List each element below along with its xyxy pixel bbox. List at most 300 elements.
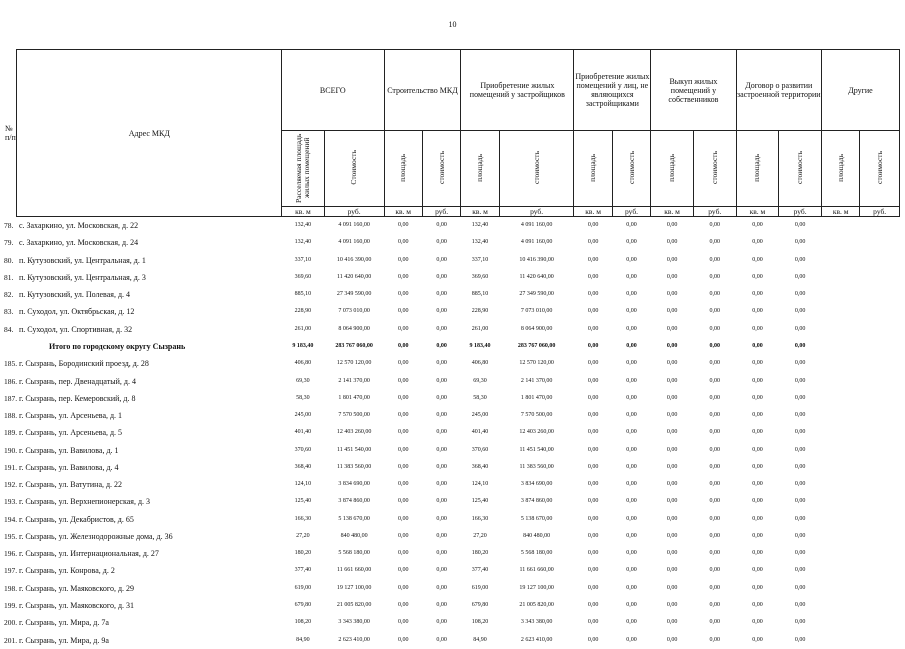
row-value: 0,00	[587, 273, 599, 280]
row-value: 0,00	[436, 567, 447, 574]
row-value: 0,00	[794, 601, 806, 608]
unit-construction-area: кв. м	[384, 207, 422, 217]
row-value: 0,00	[626, 308, 637, 315]
row-value: 0,00	[436, 273, 447, 280]
unit-other-area: кв. м	[821, 207, 859, 217]
row-address: г. Сызрань, ул. Арсеньева, д. 1	[18, 411, 123, 421]
row-value: 2 141 370,00	[520, 377, 553, 384]
table-row	[2, 269, 900, 286]
row-value: 0,00	[626, 550, 637, 557]
row-value: 0,00	[436, 463, 447, 470]
row-value: 3 874 860,00	[338, 498, 370, 505]
row-value: 0,00	[666, 291, 678, 298]
row-value: 0,00	[794, 550, 806, 557]
row-value: 0,00	[752, 515, 763, 522]
row-value: 0,00	[666, 550, 678, 557]
page-number: 10	[448, 20, 457, 29]
row-value: 0,00	[587, 429, 599, 436]
row-number: 192.	[4, 480, 17, 490]
row-number: 83.	[4, 307, 14, 317]
row-value: 337,10	[471, 256, 489, 263]
row-value: 0,00	[666, 463, 678, 470]
row-number: 78.	[4, 220, 14, 230]
row-number	[2, 338, 17, 355]
row-number: 199.	[4, 600, 17, 610]
row-value: 0,00	[794, 342, 806, 349]
row-value: 0,00	[752, 446, 763, 453]
row-number: 186.	[4, 376, 17, 386]
row-value: 0,00	[397, 532, 409, 539]
row-number: 198.	[4, 583, 17, 593]
row-value: 0,00	[626, 360, 637, 367]
row-value: 19 127 100,00	[519, 584, 554, 591]
row-address: г. Сызрань, ул. Мира, д. 9а	[18, 635, 109, 645]
row-value: 0,00	[709, 325, 721, 332]
row-value: 0,00	[752, 377, 763, 384]
column-number-header: № п/п	[2, 50, 17, 217]
row-value: 0,00	[436, 291, 447, 298]
row-value: 0,00	[752, 239, 763, 246]
row-value: 0,00	[709, 601, 721, 608]
row-value: 261,00	[471, 325, 489, 332]
table-row	[2, 580, 900, 597]
row-value: 0,00	[436, 222, 447, 229]
row-value: 0,00	[752, 273, 763, 280]
row-value: 0,00	[666, 394, 678, 401]
row-value: 5 138 670,00	[520, 515, 553, 522]
row-value: 245,00	[294, 412, 312, 419]
table-row	[2, 303, 900, 320]
row-value: 5 568 180,00	[520, 550, 553, 557]
row-value: 245,00	[471, 412, 489, 419]
unit-construction-cost: руб.	[422, 207, 460, 217]
unit-territory-development-area: кв. м	[736, 207, 779, 217]
row-value: 0,00	[794, 256, 806, 263]
row-value: 0,00	[397, 342, 409, 349]
row-value: 0,00	[794, 584, 806, 591]
row-value: 0,00	[397, 446, 409, 453]
row-value: 0,00	[436, 601, 447, 608]
row-value: 12 403 260,00	[519, 429, 554, 436]
row-value: 124,10	[471, 481, 489, 488]
row-value: 0,00	[666, 498, 678, 505]
row-value: 0,00	[436, 377, 447, 384]
row-value: 0,00	[397, 308, 409, 315]
row-number: 190.	[4, 445, 17, 455]
row-value: 401,40	[471, 429, 489, 436]
row-address: п. Суходол, ул. Спортивная, д. 32	[18, 324, 133, 334]
row-value: 0,00	[626, 567, 637, 574]
row-value: 0,00	[587, 498, 599, 505]
table-row	[2, 390, 900, 407]
row-value: 0,00	[436, 636, 447, 643]
row-value: 0,00	[397, 291, 409, 298]
row-value: 125,40	[294, 498, 312, 505]
row-value: 0,00	[587, 222, 599, 229]
table-row	[2, 217, 900, 235]
row-value: 0,00	[666, 532, 678, 539]
row-value: 0,00	[436, 619, 447, 626]
row-value: 0,00	[709, 239, 721, 246]
row-value: 0,00	[397, 463, 409, 470]
row-value: 0,00	[752, 463, 763, 470]
row-value: 4 091 160,00	[520, 239, 553, 246]
row-value: 0,00	[626, 273, 637, 280]
row-value: 0,00	[794, 308, 806, 315]
row-value: 0,00	[436, 532, 447, 539]
row-value: 132,40	[471, 239, 489, 246]
row-value: 0,00	[752, 412, 763, 419]
row-value: 0,00	[666, 584, 678, 591]
row-value: 27,20	[296, 532, 310, 539]
row-value: 132,40	[294, 239, 312, 246]
row-value: 0,00	[436, 394, 447, 401]
row-value: 0,00	[666, 256, 678, 263]
row-value: 19 127 100,00	[336, 584, 372, 591]
row-value: 0,00	[709, 532, 721, 539]
subheader-construction-area: площадь	[384, 131, 422, 207]
row-value: 0,00	[666, 619, 678, 626]
row-value: 0,00	[666, 601, 678, 608]
row-value: 0,00	[587, 446, 599, 453]
row-number: 201.	[4, 635, 17, 645]
row-value: 840 480,00	[523, 532, 551, 539]
row-value: 0,00	[752, 222, 763, 229]
row-value: 0,00	[626, 463, 637, 470]
row-value: 0,00	[436, 481, 447, 488]
table-row	[2, 234, 900, 251]
row-value: 132,40	[471, 222, 489, 229]
group-header-other: Другие	[821, 50, 899, 131]
row-value: 11 420 640,00	[336, 273, 372, 280]
row-value: 0,00	[626, 636, 637, 643]
row-value: 124,10	[294, 481, 312, 488]
row-value: 0,00	[709, 498, 721, 505]
subheader-purchase-non-developers-cost: стоимость	[612, 131, 650, 207]
table-row	[2, 493, 900, 510]
relocation-table	[2, 49, 900, 649]
row-value: 283 767 060,00	[335, 342, 373, 349]
table-row	[2, 424, 900, 441]
row-value: 11 383 560,00	[336, 463, 372, 470]
row-value: 0,00	[587, 256, 599, 263]
row-address: г. Сызрань, ул. Верхнепионерская, д. 3	[18, 497, 151, 507]
row-value: 370,60	[294, 446, 312, 453]
row-value: 0,00	[794, 377, 806, 384]
row-value: 0,00	[666, 273, 678, 280]
row-value: 0,00	[752, 532, 763, 539]
row-value: 0,00	[794, 222, 806, 229]
row-value: 132,40	[294, 222, 312, 229]
table-row	[2, 476, 900, 493]
row-value: 0,00	[587, 394, 599, 401]
row-value: 5 138 670,00	[338, 515, 370, 522]
row-value: 0,00	[587, 532, 599, 539]
row-value: 12 403 260,00	[336, 429, 372, 436]
row-value: 0,00	[709, 256, 721, 263]
column-address-header: Адрес МКД	[17, 50, 282, 217]
row-value: 0,00	[436, 308, 447, 315]
row-value: 0,00	[626, 394, 637, 401]
row-value: 0,00	[794, 515, 806, 522]
row-value: 0,00	[436, 498, 447, 505]
row-value: 0,00	[709, 636, 721, 643]
row-value: 108,20	[294, 619, 312, 626]
table-row	[2, 459, 900, 476]
table-row	[2, 631, 900, 648]
row-value: 3 874 860,00	[520, 498, 553, 505]
row-value: 0,00	[626, 342, 637, 349]
row-value: 8 064 900,00	[520, 325, 553, 332]
row-number: 82.	[4, 290, 14, 300]
row-address: с. Захаркино, ул. Московская, д. 22	[18, 221, 139, 231]
row-value: 0,00	[587, 360, 599, 367]
row-value: 0,00	[626, 291, 637, 298]
unit-total-cost: руб.	[324, 207, 384, 217]
row-value: 0,00	[626, 222, 637, 229]
subheader-purchase-developers-cost: стоимость	[499, 131, 574, 207]
row-value: 27 349 590,00	[519, 291, 554, 298]
row-value: 3 834 690,00	[338, 481, 370, 488]
unit-purchase-developers-area: кв. м	[461, 207, 499, 217]
row-value: 0,00	[794, 532, 806, 539]
row-value: 0,00	[752, 584, 763, 591]
row-value: 0,00	[626, 239, 637, 246]
group-header-total: ВСЕГО	[282, 50, 384, 131]
unit-purchase-developers-cost: руб.	[499, 207, 574, 217]
row-address: г. Сызрань, ул. Ватутина, д. 22	[18, 480, 123, 490]
row-value: 0,00	[666, 377, 678, 384]
row-value: 9 183,40	[292, 342, 314, 349]
row-value: 406,80	[294, 360, 312, 367]
row-value: 0,00	[587, 342, 599, 349]
group-header-territory-development: Договор о развитии застроенной территории	[736, 50, 821, 131]
row-value: 0,00	[666, 412, 678, 419]
row-value: 679,80	[471, 601, 489, 608]
row-value: 108,20	[471, 619, 489, 626]
row-value: 0,00	[709, 360, 721, 367]
row-value: 0,00	[397, 550, 409, 557]
row-value: 0,00	[752, 256, 763, 263]
row-value: 0,00	[436, 360, 447, 367]
row-value: 0,00	[709, 342, 721, 349]
row-number: 195.	[4, 531, 17, 541]
row-value: 369,60	[294, 273, 312, 280]
row-value: 4 091 160,00	[520, 222, 553, 229]
row-value: 69,30	[296, 377, 310, 384]
row-value: 368,40	[471, 463, 489, 470]
row-value: 0,00	[709, 584, 721, 591]
row-value: 885,10	[294, 291, 312, 298]
row-value: 0,00	[626, 446, 637, 453]
row-value: 0,00	[436, 256, 447, 263]
unit-purchase-non-developers-area: кв. м	[574, 207, 612, 217]
row-value: 0,00	[709, 412, 721, 419]
row-value: 0,00	[587, 601, 599, 608]
row-value: 0,00	[587, 584, 599, 591]
unit-other-cost: руб.	[860, 207, 900, 217]
table-row	[2, 355, 900, 372]
row-address: с. Захаркино, ул. Московская, д. 24	[18, 238, 139, 248]
row-value: 0,00	[752, 325, 763, 332]
row-value: 0,00	[666, 636, 678, 643]
row-value: 0,00	[709, 308, 721, 315]
group-header-construction: Строительство МКД	[384, 50, 461, 131]
row-value: 0,00	[709, 463, 721, 470]
row-value: 0,00	[626, 584, 637, 591]
row-value: 0,00	[626, 325, 637, 332]
row-value: 619,00	[294, 584, 312, 591]
row-value: 0,00	[666, 325, 678, 332]
unit-total-area: кв. м	[282, 207, 325, 217]
row-value: 0,00	[752, 498, 763, 505]
table-row	[2, 286, 900, 303]
row-value: 1 801 470,00	[338, 394, 370, 401]
row-address: г. Сызрань, пер. Двенадцатый, д. 4	[18, 376, 136, 386]
table-row	[2, 597, 900, 614]
row-value: 9 183,40	[469, 342, 491, 349]
row-value: 12 570 120,00	[519, 360, 554, 367]
table-row	[2, 407, 900, 424]
row-value: 261,00	[294, 325, 312, 332]
row-value: 0,00	[587, 308, 599, 315]
row-value: 0,00	[397, 412, 409, 419]
row-value: 11 420 640,00	[519, 273, 554, 280]
row-value: 0,00	[587, 567, 599, 574]
row-value: 840 480,00	[340, 532, 368, 539]
row-value: 0,00	[794, 498, 806, 505]
row-number: 84.	[4, 324, 14, 334]
row-value: 0,00	[587, 239, 599, 246]
row-value: 0,00	[397, 222, 409, 229]
row-number: 185.	[4, 359, 17, 369]
row-value: 337,10	[294, 256, 312, 263]
row-value: 0,00	[397, 239, 409, 246]
table-row	[2, 321, 900, 338]
row-value: 0,00	[397, 325, 409, 332]
row-value: 0,00	[794, 429, 806, 436]
row-value: 0,00	[626, 481, 637, 488]
row-address: г. Сызрань, ул. Арсеньева, д. 5	[18, 428, 123, 438]
row-value: 69,30	[473, 377, 487, 384]
subheader-other-cost: стоимость	[860, 131, 900, 207]
row-value: 7 570 500,00	[520, 412, 553, 419]
row-address: г. Сызрань, ул. Конрова, д. 2	[18, 566, 115, 576]
row-value: 0,00	[752, 636, 763, 643]
row-value: 0,00	[626, 429, 637, 436]
row-value: 0,00	[587, 481, 599, 488]
row-value: 0,00	[587, 515, 599, 522]
row-number: 80.	[4, 255, 14, 265]
group-header-purchase-non-developers: Приобретение жилых помещений у лиц, не являющихся застройщиками	[574, 50, 651, 131]
row-address: г. Сызрань, ул. Вавилова, д. 1	[18, 445, 119, 455]
row-value: 4 091 160,00	[338, 239, 370, 246]
row-value: 0,00	[587, 550, 599, 557]
row-value: 0,00	[436, 584, 447, 591]
row-value: 0,00	[397, 498, 409, 505]
row-value: 0,00	[436, 515, 447, 522]
row-value: 21 005 820,00	[336, 601, 372, 608]
row-value: 0,00	[436, 412, 447, 419]
row-value: 3 343 380,00	[520, 619, 553, 626]
row-value: 27 349 590,00	[336, 291, 372, 298]
row-value: 228,90	[471, 308, 489, 315]
table-row	[2, 372, 900, 389]
row-number: 79.	[4, 238, 14, 248]
row-address: п. Кутузовский, ул. Центральная, д. 1	[18, 255, 146, 265]
unit-buyout-area: кв. м	[651, 207, 694, 217]
row-value: 12 570 120,00	[336, 360, 372, 367]
subheader-buyout-cost: стоимость	[693, 131, 736, 207]
row-value: 0,00	[666, 239, 678, 246]
subheader-buyout-area: площадь	[651, 131, 694, 207]
row-value: 0,00	[587, 463, 599, 470]
row-value: 0,00	[709, 619, 721, 626]
row-value: 0,00	[794, 463, 806, 470]
row-value: 283 767 060,00	[517, 342, 556, 349]
row-address: Итого по городскому округу Сызрань	[48, 341, 186, 351]
row-value: 0,00	[626, 515, 637, 522]
row-value: 0,00	[666, 308, 678, 315]
group-header-purchase-developers: Приобретение жилых помещений у застройщиков	[461, 50, 574, 131]
row-number: 196.	[4, 549, 17, 559]
row-address: г. Сызрань, ул. Железнодорожные дома, д. 36	[18, 531, 173, 541]
row-value: 406,80	[471, 360, 489, 367]
row-value: 0,00	[436, 325, 447, 332]
row-value: 0,00	[666, 481, 678, 488]
row-value: 0,00	[752, 550, 763, 557]
table-row	[2, 441, 900, 458]
row-value: 0,00	[436, 239, 447, 246]
row-value: 619,00	[471, 584, 489, 591]
row-value: 0,00	[666, 567, 678, 574]
row-value: 0,00	[587, 636, 599, 643]
row-value: 0,00	[397, 273, 409, 280]
row-value: 7 570 500,00	[338, 412, 370, 419]
row-value: 0,00	[709, 515, 721, 522]
row-value: 180,20	[471, 550, 489, 557]
row-value: 0,00	[709, 446, 721, 453]
row-value: 1 801 470,00	[520, 394, 553, 401]
row-value: 0,00	[397, 429, 409, 436]
row-value: 0,00	[709, 291, 721, 298]
row-value: 0,00	[626, 412, 637, 419]
row-address: г. Сызрань, ул. Вавилова, д. 4	[18, 462, 119, 472]
row-address: г. Сызрань, ул. Интернациональная, д. 27	[18, 549, 159, 559]
row-value: 0,00	[794, 446, 806, 453]
row-value: 0,00	[794, 325, 806, 332]
row-address: г. Сызрань, ул. Маяковского, д. 31	[18, 600, 135, 610]
table-row	[2, 511, 900, 528]
row-value: 0,00	[752, 567, 763, 574]
row-value: 0,00	[397, 377, 409, 384]
row-value: 0,00	[397, 360, 409, 367]
row-value: 0,00	[397, 394, 409, 401]
row-value: 0,00	[397, 515, 409, 522]
row-value: 0,00	[794, 412, 806, 419]
row-value: 180,20	[294, 550, 312, 557]
row-value: 84,90	[296, 636, 310, 643]
row-value: 679,80	[294, 601, 312, 608]
row-number: 188.	[4, 411, 17, 421]
row-value: 0,00	[397, 601, 409, 608]
row-value: 0,00	[397, 619, 409, 626]
row-value: 0,00	[794, 360, 806, 367]
row-value: 11 451 540,00	[336, 446, 372, 453]
row-value: 0,00	[626, 532, 637, 539]
table-row	[2, 614, 900, 631]
row-value: 0,00	[587, 412, 599, 419]
